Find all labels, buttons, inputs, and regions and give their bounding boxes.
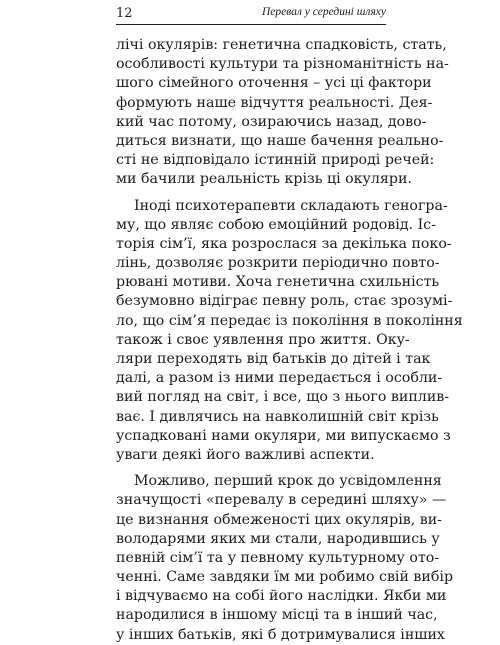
text-line: му, що являє собою емоційний родовід. Іс- xyxy=(116,216,436,233)
text-line: безумовно відіграє певну роль, стає зрозумі- xyxy=(116,293,453,310)
text-line: ває. І дивлячись на навколишній світ крізь xyxy=(116,408,439,425)
text-line: володарями яких ми стали, народившись у xyxy=(116,530,440,547)
text-line: певній сім’ї та у певному культурному ото- xyxy=(116,549,440,566)
running-title: Перевал у середині шляху xyxy=(261,6,386,18)
paragraph xyxy=(116,472,454,645)
text-line: особливості культури та різноманітність на- xyxy=(116,56,449,73)
paragraph xyxy=(116,197,463,466)
text-line: також і своє уявлення про життя. Оку- xyxy=(116,331,410,348)
text-line: шого сімейного оточення – усі ці фактори xyxy=(116,75,432,92)
text-line: ми бачили реальність крізь ці окуляри. xyxy=(116,171,412,188)
text-line: Іноді психотерапевти складають геногра- xyxy=(134,197,448,214)
text-line: ляри переходять від батьків до дітей і так xyxy=(116,351,431,367)
text-line: формують наше відчуття реальності. Дея- xyxy=(116,94,433,111)
text-line: у інших батьків, які б дотримувалися інших xyxy=(116,626,445,643)
page-header xyxy=(116,4,386,24)
text-line: кий час потому, озираючись назад, дово- xyxy=(116,113,427,130)
text-line: сті не відповідало істинній природі речей: xyxy=(116,152,435,169)
text-line: уваги деякі його важливі аспекти. xyxy=(116,446,375,463)
text-line: лічі окулярів: генетична спадковість, стать, xyxy=(116,37,447,53)
body-text xyxy=(116,36,463,645)
text-line: лінь, дозволяє розкрити періодично повто- xyxy=(116,255,440,272)
text-line: вий погляд на світ, і все, що з нього виплив- xyxy=(116,389,450,406)
text-line: Можливо, перший крок до усвідомлення xyxy=(134,473,442,490)
text-line: це визнання обмеженості цих окулярів, ви- xyxy=(116,511,442,528)
text-line: ченні. Саме завдяки їм ми робимо свій вибір xyxy=(116,569,454,586)
text-line: значущості «перевалу в середині шляху» — xyxy=(116,492,447,509)
text-line: диться визнати, що наше бачення реально- xyxy=(116,132,444,149)
paragraph-gap xyxy=(116,465,386,472)
text-line: ло, що сім’я передає із покоління в покоління xyxy=(116,312,463,329)
text-line: і відчуваємо на собі його наслідки. Якби ми xyxy=(116,588,447,605)
paragraph xyxy=(116,36,449,190)
text-line: торія сім’ї, яка розрослася за декілька поко- xyxy=(116,235,452,252)
text-line: успадковані нами окуляри, ми випускаємо з xyxy=(116,427,451,444)
paragraph-gap xyxy=(116,190,386,197)
header-rule xyxy=(116,24,386,25)
text-line: рювані мотиви. Хоча генетична схильність xyxy=(116,274,440,291)
text-line: далі, а разом із ними передається і особли- xyxy=(116,370,443,387)
page-number: 12 xyxy=(116,6,133,21)
text-line: народилися в іншому місці та в інший час, xyxy=(116,607,438,624)
